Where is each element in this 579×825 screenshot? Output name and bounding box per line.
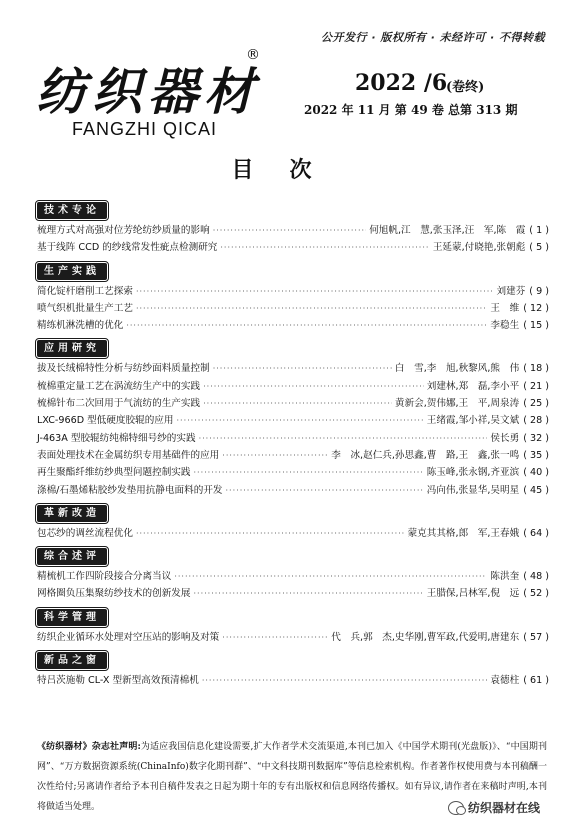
dot-leader [222,447,328,464]
article-page: ( 48 ) [523,571,549,583]
article-title: 表面处理技术在金属纺织专用基础件的应用 [37,449,220,461]
header-slogan: 公开发行 · 版权所有 · 未经许可 · 不得转载 [320,31,545,44]
issue-note: (卷终) [446,80,485,95]
dot-leader [213,360,392,377]
toc-entry[interactable] [37,482,549,499]
article-title: 梳理方式对高强对位芳纶纺纱质量的影响 [37,225,210,236]
article-page: ( 35 ) [523,449,549,461]
toc-entry[interactable] [37,672,549,689]
toc-entry[interactable] [37,585,549,602]
toc-entry[interactable] [37,378,549,395]
article-title: 梳棉重定量工艺在涡流纺生产中的实践 [37,380,201,392]
issue-date: 2022 年 11 月 第 49 卷 总第 313 期 [304,103,518,117]
toc-entry[interactable] [37,300,549,317]
dot-leader [222,629,328,646]
toc-entry[interactable] [37,317,549,334]
article-page: ( 52 ) [523,588,549,600]
article-title: LXC-966D 型低硬度胶辊的应用 [37,415,174,427]
article-title: 基于线阵 CCD 的纱线常发性疵点检测研究 [37,242,218,254]
dot-leader [194,585,424,602]
dot-leader [136,283,494,300]
watermark[interactable] [446,799,542,816]
section-heading: 新品之窗 [37,652,107,669]
article-authors: 何旭帆,江 慧,张玉泽,汪 军,陈 霞 [369,225,526,236]
article-title: J-463A 型胶辊纺纯棉特细号纱的实践 [37,432,196,444]
article-authors: 王延蒙,付晓艳,张朝彪 [432,242,526,254]
toc-entry[interactable] [37,447,549,464]
dot-leader [203,378,424,395]
article-page: ( 5 ) [529,242,549,254]
journal-logo-english: FANGZHI QICAI [72,119,218,139]
article-authors: 冯向伟,张显华,吴明星 [426,484,520,496]
toc-entry[interactable] [37,629,549,646]
article-authors: 王 维 [490,302,520,314]
dot-leader [126,317,487,334]
article-title: 拔及长绒棉特性分析与纺纱面料质量控制 [37,363,210,375]
article-title: 涤棉/石墨烯粘胶纱发垫用抗静电面料的开发 [37,484,223,496]
watermark-text: 纺织器材在线 [468,801,541,815]
page-title: 目次 [231,158,348,183]
section-heading: 应用研究 [37,340,107,357]
article-authors: 陈玉峰,张永钢,齐亚滨 [426,467,520,479]
dot-leader [220,239,429,256]
toc-entry[interactable] [37,395,549,412]
dot-leader [203,395,392,412]
article-page: ( 28 ) [523,415,549,427]
article-title: 喷气织机批量生产工艺 [37,302,133,314]
article-title: 包芯纱的调丝流程优化 [37,527,133,539]
article-title: 精练机淋洗槽的优化 [37,320,124,332]
section-heading: 生产实践 [37,263,107,280]
toc-entry[interactable] [37,464,549,481]
article-title: 纺织企业循环水处理对空压站的影响及对策 [37,631,220,643]
article-page: ( 57 ) [523,631,549,643]
article-authors: 白 雪,李 旭,秋黎风,熊 伟 [394,363,520,375]
dot-leader [202,672,488,689]
article-page: ( 61 ) [523,675,549,687]
article-authors: 李 冰,赵仁兵,孙思鑫,曹 路,王 鑫,张一鸣 [331,449,520,461]
article-authors: 李稳生 [490,320,520,332]
dot-leader [199,430,488,447]
section-heading: 科学管理 [37,609,107,626]
article-page: ( 40 ) [523,467,549,479]
journal-logo: 纺织器材 [36,62,260,121]
article-page: ( 45 ) [523,484,549,496]
article-authors: 王绪霞,邹小祥,吴文斌 [426,415,520,427]
section-heading: 革新改造 [37,505,107,522]
article-page: ( 18 ) [523,363,549,375]
toc-entry[interactable] [37,412,549,429]
article-authors: 黄新会,贺伟娜,王 平,周泉涛 [394,398,520,410]
registered-mark: ® [246,47,260,63]
toc-entry[interactable] [37,360,549,377]
toc-entry[interactable] [37,283,549,300]
article-page: ( 1 ) [529,225,549,236]
toc-entry[interactable] [37,568,549,585]
article-authors: 袁德柱 [490,675,520,687]
article-authors: 陈洪奎 [490,571,520,583]
article-authors: 刘建林,郑 磊,李小平 [426,380,520,392]
section-heading: 综合述评 [37,548,107,565]
notice-lead: 《纺织器材》杂志社声明: [37,742,141,752]
notice-body: 为适应我国信息化建设需要,扩大作者学术交流渠道,本刊已加入《中国学术期刊(光盘版)》、“中国期刊网”、“万方数据资源系统(ChinaInfo)数字化期刊群”、“中文科技期刊数据库”等信息检索机构。作者著作权使用费与本刊稿酬一次性给付;另离请作者给予本刊自稿件发表之日起为期十年的专有出版权和信息网络传播权。如有异议,请作者在来稿时声明,本刊将做适当处理。 [37,742,547,812]
dot-leader [213,222,367,239]
article-page: ( 21 ) [523,380,549,392]
section-heading: 技术专论 [37,202,107,219]
article-page: ( 64 ) [523,527,549,539]
article-title: 再生聚酯纤维纺纱典型问题控制实践 [37,467,191,479]
toc-entry[interactable] [37,525,549,542]
issue-number: 2022 /6 [355,70,448,96]
article-authors: 侯长勇 [490,432,520,444]
article-page: ( 9 ) [529,285,549,297]
article-title: 网格圈负压集聚纺纱技术的创新发展 [37,588,191,600]
dot-leader [176,412,423,429]
table-of-contents [37,196,549,689]
article-authors: 代 兵,郭 杰,史华刚,曹军政,代爱明,唐建东 [331,631,520,643]
toc-entry[interactable] [37,222,549,239]
article-title: 简化锭杆磨削工艺探索 [37,285,133,297]
article-page: ( 32 ) [523,432,549,444]
toc-entry[interactable] [37,430,549,447]
article-authors: 蒙克其其格,郎 军,王春娥 [407,527,520,539]
dot-leader [136,525,405,542]
dot-leader [194,464,424,481]
article-authors: 刘建芬 [496,285,526,297]
dot-leader [136,300,487,317]
article-title: 精梳机工作四阶段接合分离当议 [37,571,172,583]
article-page: ( 25 ) [523,398,549,410]
dot-leader [226,482,424,499]
toc-entry[interactable] [37,239,549,256]
wechat-icon [448,801,464,815]
dot-leader [174,568,487,585]
article-page: ( 15 ) [523,320,549,332]
article-page: ( 12 ) [523,302,549,314]
article-title: 特吕茨施勒 CL-X 型新型高效预清棉机 [37,675,199,687]
article-title: 梳棉针布二次回用于气流纺的生产实践 [37,398,201,410]
article-authors: 王腊保,吕林军,倪 远 [426,588,520,600]
